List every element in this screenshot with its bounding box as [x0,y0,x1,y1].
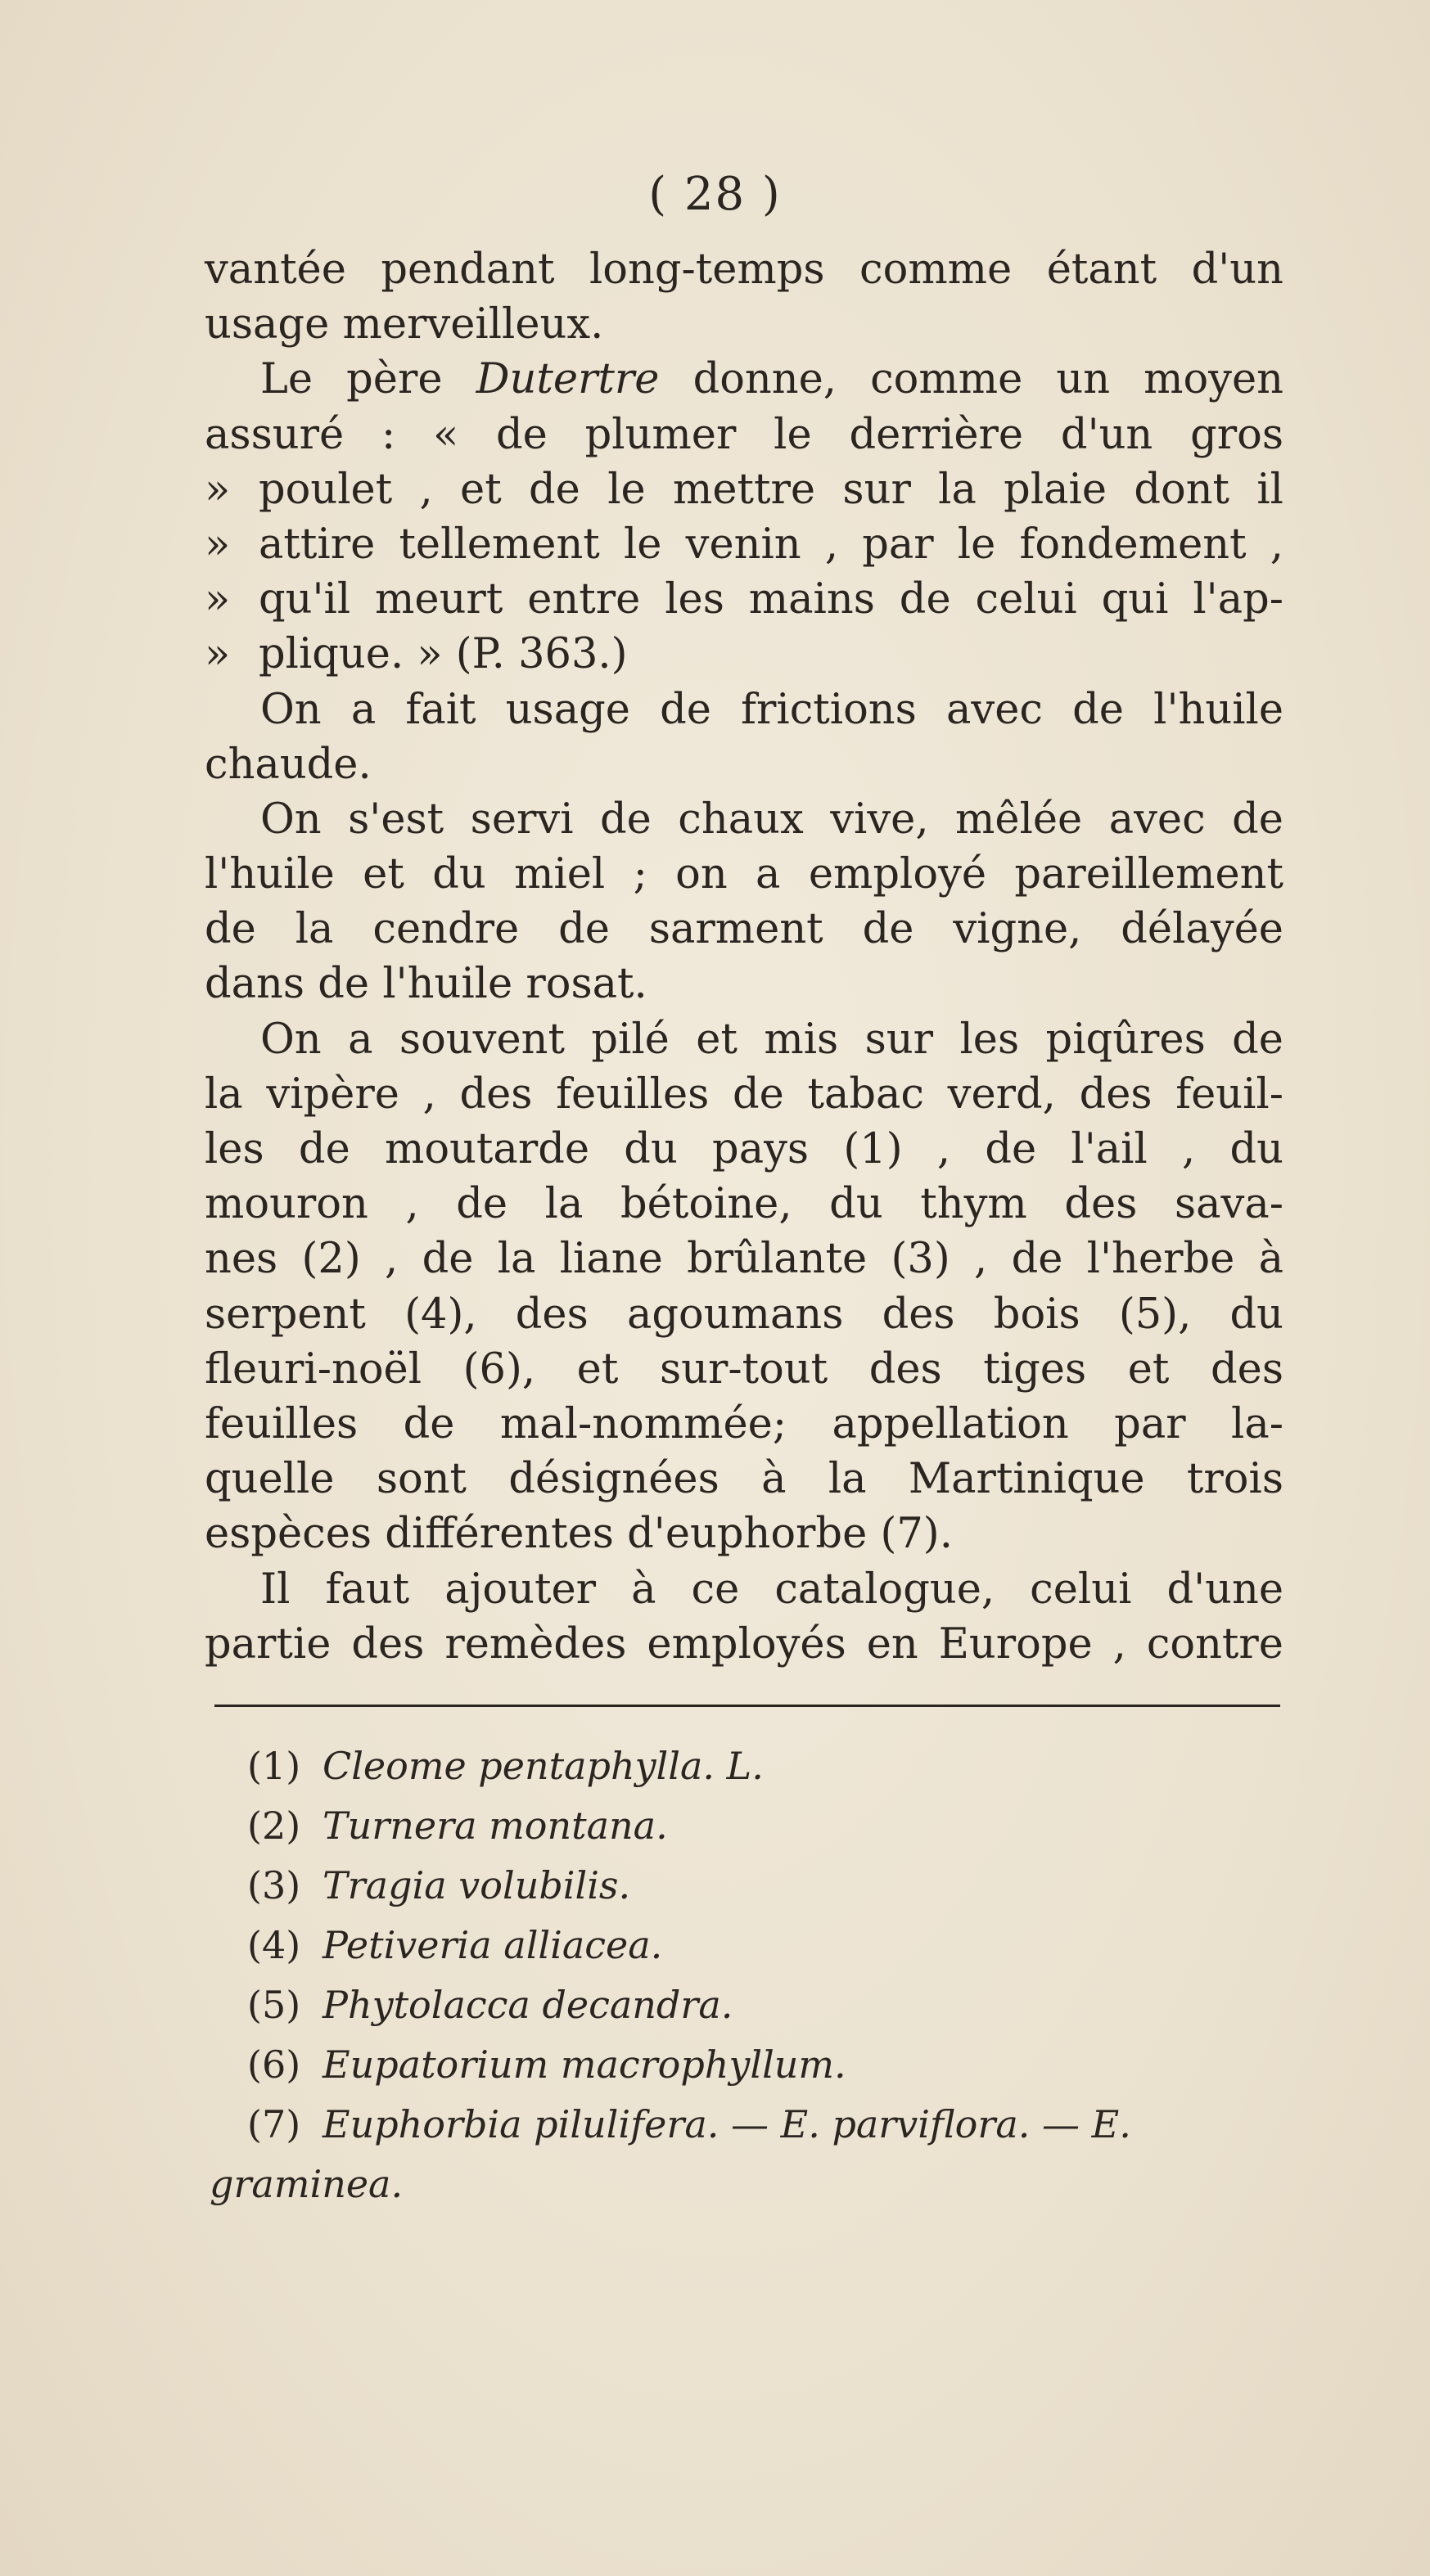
text-line: serpent (4), des agoumans des bois (5), du [205,1290,1283,1339]
text-fragment: poulet , et de le mettre sur la plaie dont il [259,465,1283,514]
text-line: vantée pendant long-temps comme étant d'un [205,245,1283,294]
footnote-mark: (1) [247,1744,301,1788]
footnote [247,2035,1283,2095]
footnote-text: Petiveria alliacea. [323,1923,663,1967]
footnote [247,1975,1283,2035]
footnote-text: Cleome pentaphylla. L. [323,1744,764,1788]
text-line: dans de l'huile rosat. [205,960,647,1009]
quote-mark: » [205,630,231,679]
footnote-mark: (4) [247,1923,301,1967]
text-line: mouron , de la bétoine, du thym des sava- [205,1180,1283,1229]
text-line: nes (2) , de la liane brûlante (3) , de l'herbe à [205,1235,1283,1284]
text-fragment: donne, comme un moyen [692,355,1284,404]
text-fragment: attire tellement le venin , par le fondement , [259,520,1283,569]
footnote-text: Phytolacca decandra. [323,1983,733,2027]
text-line: quelle sont désignées à la Martinique trois [205,1455,1283,1504]
text-line: la vipère , des feuilles de tabac verd, des feuil- [205,1070,1283,1119]
text-line: feuilles de mal-nommée; appellation par la- [205,1399,1283,1448]
text-line: de la cendre de sarment de vigne, délayée [205,905,1283,954]
footnote-continuation: graminea. [210,2162,404,2206]
text-line: usage merveilleux. [205,300,604,349]
footnote-divider [214,1705,1280,1707]
footnote-text: Tragia volubilis. [323,1863,631,1907]
text-line: On a fait usage de frictions avec de l'huile [260,685,1283,734]
footnote-mark: (7) [247,2102,301,2146]
text-fragment: Le père [260,355,443,404]
text-line [205,462,1283,517]
text-line [205,627,1283,682]
text-line [205,517,1283,572]
text-fragment: plique. » (P. 363.) [259,630,628,679]
text-line: fleuri-noël (6), et sur-tout des tiges et des [205,1344,1283,1394]
text-line: assuré : « de plumer le derrière d'un gros [205,410,1283,459]
text-line: On a souvent pilé et mis sur les piqûres de [260,1015,1283,1064]
footnote [247,1796,1283,1856]
quote-mark: » [205,520,231,569]
text-line: partie des remèdes employés en Europe , contre [205,1619,1283,1669]
footnote-text: Eupatorium macrophyllum. [323,2042,846,2087]
page-number: ( 28 ) [648,168,782,221]
text-line [205,572,1283,627]
footnote-mark: (5) [247,1983,301,2027]
text-line: espèces différentes d'euphorbe (7). [205,1510,953,1559]
footnote [247,2095,1283,2155]
quote-mark: » [205,575,231,624]
footnote-mark: (6) [247,2042,301,2087]
footnote-text: Turnera montana. [323,1804,668,1848]
text-line [205,352,1283,407]
footnote-text: Euphorbia pilulifera. — E. parviflora. — E. [323,2102,1131,2146]
text-line: On s'est servi de chaux vive, mêlée avec de [260,795,1283,844]
quote-mark: » [205,465,231,514]
footnote [247,1736,1283,1796]
footnote [247,1856,1283,1916]
text-line: Il faut ajouter à ce catalogue, celui d'une [260,1565,1283,1614]
footnote-mark: (3) [247,1863,301,1907]
footnote-mark: (2) [247,1804,301,1848]
text-line: l'huile et du miel ; on a employé pareillement [205,850,1283,899]
footnotes [210,1736,1283,2214]
footnote [247,1916,1283,1975]
text-line: les de moutarde du pays (1) , de l'ail , du [205,1125,1283,1173]
text-fragment: qu'il meurt entre les mains de celui qui l'ap- [259,575,1283,624]
body-text [205,242,1283,1672]
text-line: chaude. [205,740,372,789]
author-name: Dutertre [476,355,660,404]
